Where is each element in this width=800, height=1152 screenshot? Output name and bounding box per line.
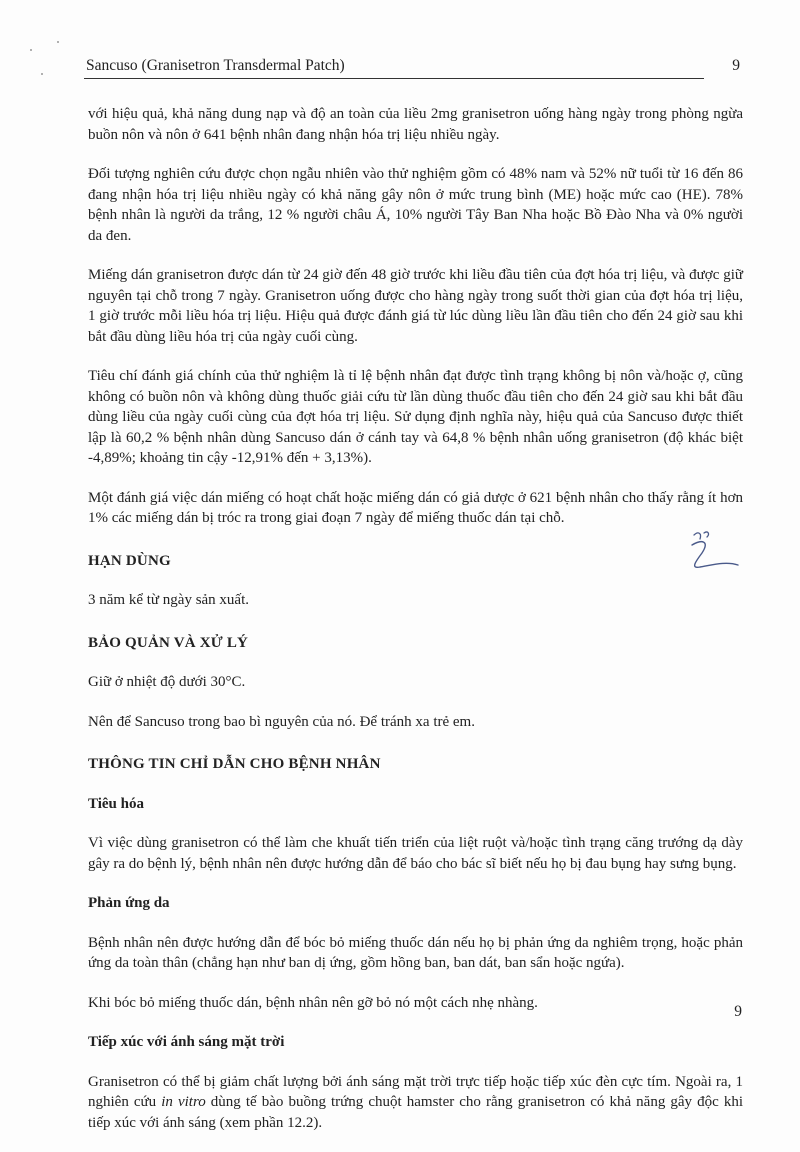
subheading-sunlight: Tiếp xúc với ánh sáng mặt trời	[88, 1034, 285, 1050]
subheading-digestion: Tiêu hóa	[88, 795, 144, 812]
scan-speck	[41, 73, 43, 75]
sunlight-text-start: Granisetron có thể bị giảm chất lượng bởi ánh sáng mặt trời trực tiếp hoặc tiếp xúc đèn cực tím. Ngoài ra, 1 nghiên cứu	[88, 1073, 743, 1110]
page-header	[78, 57, 740, 79]
header-rule	[84, 78, 704, 79]
paragraph-efficacy-intro: với hiệu quả, khả năng dung nạp và độ an toàn của liều 2mg granisetron uống hàng ngày trong phòng ngừa buồn nôn và nôn ở 641 bệnh nhân đang nhận hóa trị liệu nhiều ngày.	[88, 106, 743, 143]
scan-speck	[30, 49, 32, 51]
heading-shelf-life: HẠN DÙNG	[88, 552, 171, 569]
paragraph-dosing: Miếng dán granisetron được dán từ 24 giờ đến 48 giờ trước khi liều đầu tiên của đợt hóa trị liệu, và được giữ nguyên tại chỗ trong 7 ngày. Granisetron uống được cho hàng ngày trong suốt thời gian của đợt hóa trị liệu, 1 giờ trước mỗi liều hóa trị liệu. Hiệu quả được đánh giá từ lúc dùng liều lần đầu tiên cho đến 24 giờ sau khi bắt đầu dùng liều hóa trị của ngày cuối cùng.	[88, 267, 743, 345]
digestion-text: Vì việc dùng granisetron có thể làm che khuất tiến triển của liệt ruột và/hoặc tình trạng căng trướng dạ dày gây ra do bệnh lý, bệnh nhân nên được hướng dẫn để báo cho bác sĩ biết nếu họ bị đau bụng hay sưng bụng.	[88, 835, 743, 872]
heading-storage: BẢO QUẢN VÀ XỬ LÝ	[88, 634, 249, 651]
handwritten-initials-icon	[680, 525, 750, 575]
shelf-life-text: 3 năm kể từ ngày sản xuất.	[88, 592, 250, 608]
header-title: Sancuso (Granisetron Transdermal Patch)	[86, 57, 345, 74]
skin-removal-text: Khi bóc bỏ miếng thuốc dán, bệnh nhân nên gỡ bỏ nó một cách nhẹ nhàng.	[88, 994, 538, 1011]
heading-patient-info: THÔNG TIN CHỈ DẪN CHO BỆNH NHÂN	[88, 756, 381, 772]
footer-page-number: 9	[734, 1003, 742, 1020]
paragraph-adhesion: Một đánh giá việc dán miếng có hoạt chất hoặc miếng dán có giả dược ở 621 bệnh nhân cho thấy rằng ít hơn 1% các miếng dán bị tróc ra trong giai đoạn 7 ngày để miếng thuốc dán tại chỗ.	[88, 489, 743, 526]
storage-packaging: Nên để Sancuso trong bao bì nguyên của nó. Để tránh xa trẻ em.	[88, 713, 475, 730]
header-page-number: 9	[732, 57, 740, 74]
sunlight-text	[88, 1072, 743, 1134]
sunlight-text-italic: in vitro	[161, 1094, 206, 1110]
skin-reaction-text: Bệnh nhân nên được hướng dẫn để bóc bỏ miếng thuốc dán nếu họ bị phản ứng da nghiêm trọng, hoặc phản ứng da toàn thân (chẳng hạn như ban dị ứng, gồm hồng ban, ban dát, ban sẩn hoặc ngứa).	[88, 934, 743, 971]
paragraph-endpoint: Tiêu chí đánh giá chính của thử nghiệm là tỉ lệ bệnh nhân đạt được tình trạng không bị nôn và/hoặc ợ, cũng không có buồn nôn và không dùng thuốc giải cứu từ lần dùng thuốc đầu tiên cho đến 24 giờ sau khi bắt đầu dùng liều của ngày cuối cùng của đợt hóa trị liệu. Sử dụng định nghĩa này, hiệu quả của Sancuso được thiết lập là 60,2 % bệnh nhân dùng Sancuso dán ở cánh tay và 64,8 % bệnh nhân uống granisetron (độ khác biệt -4,89%; khoảng tin cậy -12,91% đến + 3,13%).	[88, 368, 743, 466]
scan-speck	[57, 41, 59, 43]
document-body	[88, 104, 743, 1152]
sunlight-text-end: dùng tế bào buồng trứng chuột hamster cho rằng granisetron có khả năng gây độc khi tiếp xúc với ánh sáng (xem phần 12.2).	[88, 1094, 743, 1131]
subheading-skin-reaction: Phản ứng da	[88, 895, 170, 911]
paragraph-study-population: Đối tượng nghiên cứu được chọn ngẫu nhiên vào thử nghiệm gồm có 48% nam và 52% nữ tuổi từ 16 đến 86 đang nhận hóa trị liệu nhiều ngày có khả năng gây nôn ở mức trung bình (ME) hoặc mức cao (HE). 78% bệnh nhân là người da trắng, 12 % người châu Á, 10% người Tây Ban Nha hoặc Bồ Đào Nha và 0% người da đen.	[88, 166, 743, 244]
storage-temperature: Giữ ở nhiệt độ dưới 30°C.	[88, 674, 246, 690]
